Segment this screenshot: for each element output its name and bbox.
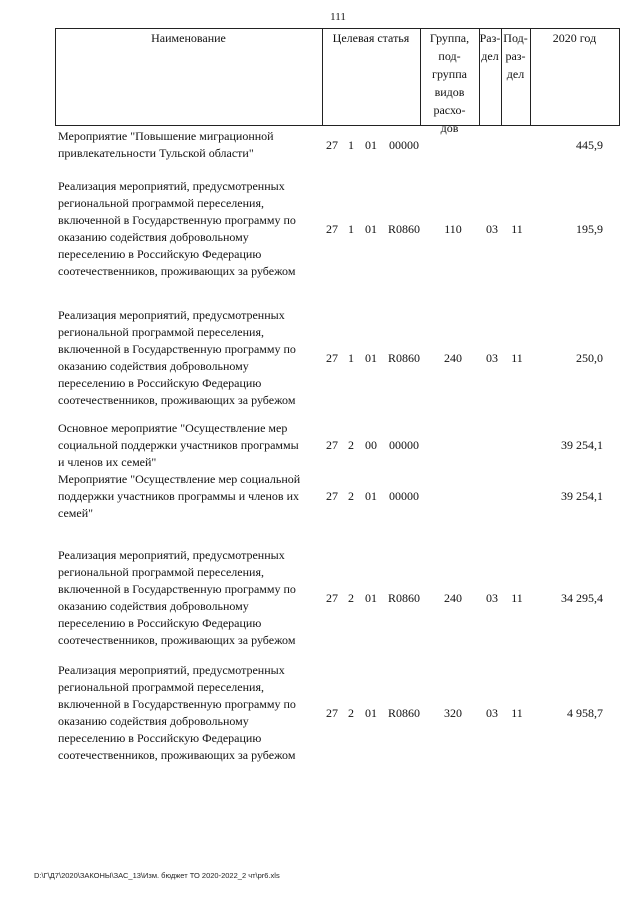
- section-code: 03: [486, 351, 498, 365]
- row-name-line: привлекательности Тульской области": [58, 146, 254, 160]
- section-code: 03: [486, 591, 498, 605]
- row-name-line: и членов их семей": [58, 455, 157, 469]
- row-name-line: соотечественников, проживающих за рубежом: [58, 393, 296, 407]
- group-code: 240: [444, 591, 462, 605]
- group-code: 320: [444, 706, 462, 720]
- code-direction: R0860: [387, 706, 420, 720]
- row-name-line: переселению в Российскую Федерацию: [58, 616, 262, 630]
- table-row: [0, 128, 640, 162]
- row-name-line: соотечественников, проживающих за рубежом: [58, 633, 296, 647]
- row-name-line: переселению в Российскую Федерацию: [58, 376, 262, 390]
- table-header: [55, 28, 620, 135]
- code-direction: R0860: [387, 222, 420, 236]
- code-event: 01: [365, 489, 377, 503]
- code-subprogram: 2: [348, 489, 354, 503]
- code-program: 27: [326, 222, 338, 236]
- row-name-line: Реализация мероприятий, предусмотренных: [58, 663, 285, 677]
- code-subprogram: 2: [348, 706, 354, 720]
- table-row: [0, 471, 640, 522]
- amount-2020: 39 254,1: [561, 438, 603, 452]
- code-direction: R0860: [387, 351, 420, 365]
- row-name: [58, 307, 323, 409]
- subsection-code: 11: [511, 351, 523, 365]
- table-row: [0, 178, 640, 280]
- subsection-code: 11: [511, 706, 523, 720]
- code-program: 27: [326, 138, 338, 152]
- subsection-code: 11: [511, 591, 523, 605]
- row-name-line: поддержки участников программы и членов их: [58, 489, 300, 503]
- header-line: Раз-: [479, 31, 501, 45]
- code-event: 01: [365, 222, 377, 236]
- header-section: [479, 29, 501, 65]
- row-name-line: Мероприятие "Осуществление мер социальной: [58, 472, 301, 486]
- table-row: [0, 662, 640, 764]
- row-name-line: включенной в Государственную программу по: [58, 213, 296, 227]
- row-name-line: региональной программой переселения,: [58, 196, 264, 210]
- amount-2020: 195,9: [576, 222, 603, 236]
- group-code: 110: [444, 222, 462, 236]
- code-program: 27: [326, 351, 338, 365]
- row-name-line: переселению в Российскую Федерацию: [58, 731, 262, 745]
- table-row: [0, 420, 640, 471]
- row-name: [58, 547, 323, 649]
- code-direction: 00000: [389, 138, 419, 152]
- section-code: 03: [486, 222, 498, 236]
- row-name: [58, 128, 323, 162]
- code-program: 27: [326, 438, 338, 452]
- row-name-line: региональной программой переселения,: [58, 680, 264, 694]
- row-name-line: включенной в Государственную программу по: [58, 342, 296, 356]
- amount-2020: 445,9: [576, 138, 603, 152]
- row-name-line: Реализация мероприятий, предусмотренных: [58, 308, 285, 322]
- code-event: 01: [365, 591, 377, 605]
- code-event: 01: [365, 138, 377, 152]
- amount-2020: 34 295,4: [561, 591, 603, 605]
- row-name: [58, 471, 323, 522]
- header-line: расхо-: [433, 103, 466, 117]
- row-name-line: региональной программой переселения,: [58, 325, 264, 339]
- footer-file-path: D:\Г\Д7\2020\ЗАКОНЫ\ЗАС_13\Изм. бюджет ТО 2020-2022_2 чт\pr6.xls: [34, 871, 280, 880]
- code-program: 27: [326, 706, 338, 720]
- amount-2020: 250,0: [576, 351, 603, 365]
- code-program: 27: [326, 591, 338, 605]
- row-name-line: региональной программой переселения,: [58, 565, 264, 579]
- header-line: под-: [438, 49, 461, 63]
- header-group: [420, 29, 479, 137]
- amount-2020: 4 958,7: [567, 706, 603, 720]
- row-name-line: переселению в Российскую Федерацию: [58, 247, 262, 261]
- header-target-article: Целевая статья: [332, 31, 410, 45]
- header-line: видов: [434, 85, 465, 99]
- header-line: Группа,: [429, 31, 470, 45]
- code-direction: R0860: [387, 591, 420, 605]
- code-subprogram: 1: [348, 222, 354, 236]
- row-name-line: оказанию содействия добровольному: [58, 599, 249, 613]
- code-subprogram: 2: [348, 438, 354, 452]
- table-row: [0, 307, 640, 409]
- row-name-line: оказанию содействия добровольному: [58, 714, 249, 728]
- header-name: Наименование: [151, 31, 226, 45]
- row-name: [58, 178, 323, 280]
- code-subprogram: 2: [348, 591, 354, 605]
- row-name-line: оказанию содействия добровольному: [58, 230, 249, 244]
- table-row: [0, 547, 640, 649]
- row-name-line: Реализация мероприятий, предусмотренных: [58, 548, 285, 562]
- header-line: дов: [440, 121, 459, 135]
- amount-2020: 39 254,1: [561, 489, 603, 503]
- page-number: 111: [330, 11, 346, 23]
- code-program: 27: [326, 489, 338, 503]
- code-event: 00: [365, 438, 377, 452]
- header-divider: [619, 28, 620, 126]
- header-year: 2020 год: [552, 31, 597, 45]
- code-subprogram: 1: [348, 351, 354, 365]
- row-name-line: семей": [58, 506, 94, 520]
- header-line: Под-: [503, 31, 528, 45]
- code-event: 01: [365, 351, 377, 365]
- code-direction: 00000: [389, 489, 419, 503]
- subsection-code: 11: [511, 222, 523, 236]
- header-line: раз-: [505, 49, 526, 63]
- row-name: [58, 420, 323, 471]
- code-direction: 00000: [389, 438, 419, 452]
- row-name: [58, 662, 323, 764]
- row-name-line: социальной поддержки участников программы: [58, 438, 299, 452]
- header-line: группа: [432, 67, 467, 81]
- header-bottom-border: [55, 125, 620, 126]
- header-line: дел: [506, 67, 525, 81]
- row-name-line: соотечественников, проживающих за рубежом: [58, 748, 296, 762]
- row-name-line: включенной в Государственную программу по: [58, 697, 296, 711]
- row-name-line: оказанию содействия добровольному: [58, 359, 249, 373]
- code-subprogram: 1: [348, 138, 354, 152]
- header-line: дел: [481, 49, 499, 63]
- row-name-line: Реализация мероприятий, предусмотренных: [58, 179, 285, 193]
- row-name-line: Мероприятие "Повышение миграционной: [58, 129, 274, 143]
- section-code: 03: [486, 706, 498, 720]
- row-name-line: Основное мероприятие "Осуществление мер: [58, 421, 288, 435]
- row-name-line: включенной в Государственную программу по: [58, 582, 296, 596]
- group-code: 240: [444, 351, 462, 365]
- header-subsection: [501, 29, 530, 83]
- row-name-line: соотечественников, проживающих за рубежом: [58, 264, 296, 278]
- code-event: 01: [365, 706, 377, 720]
